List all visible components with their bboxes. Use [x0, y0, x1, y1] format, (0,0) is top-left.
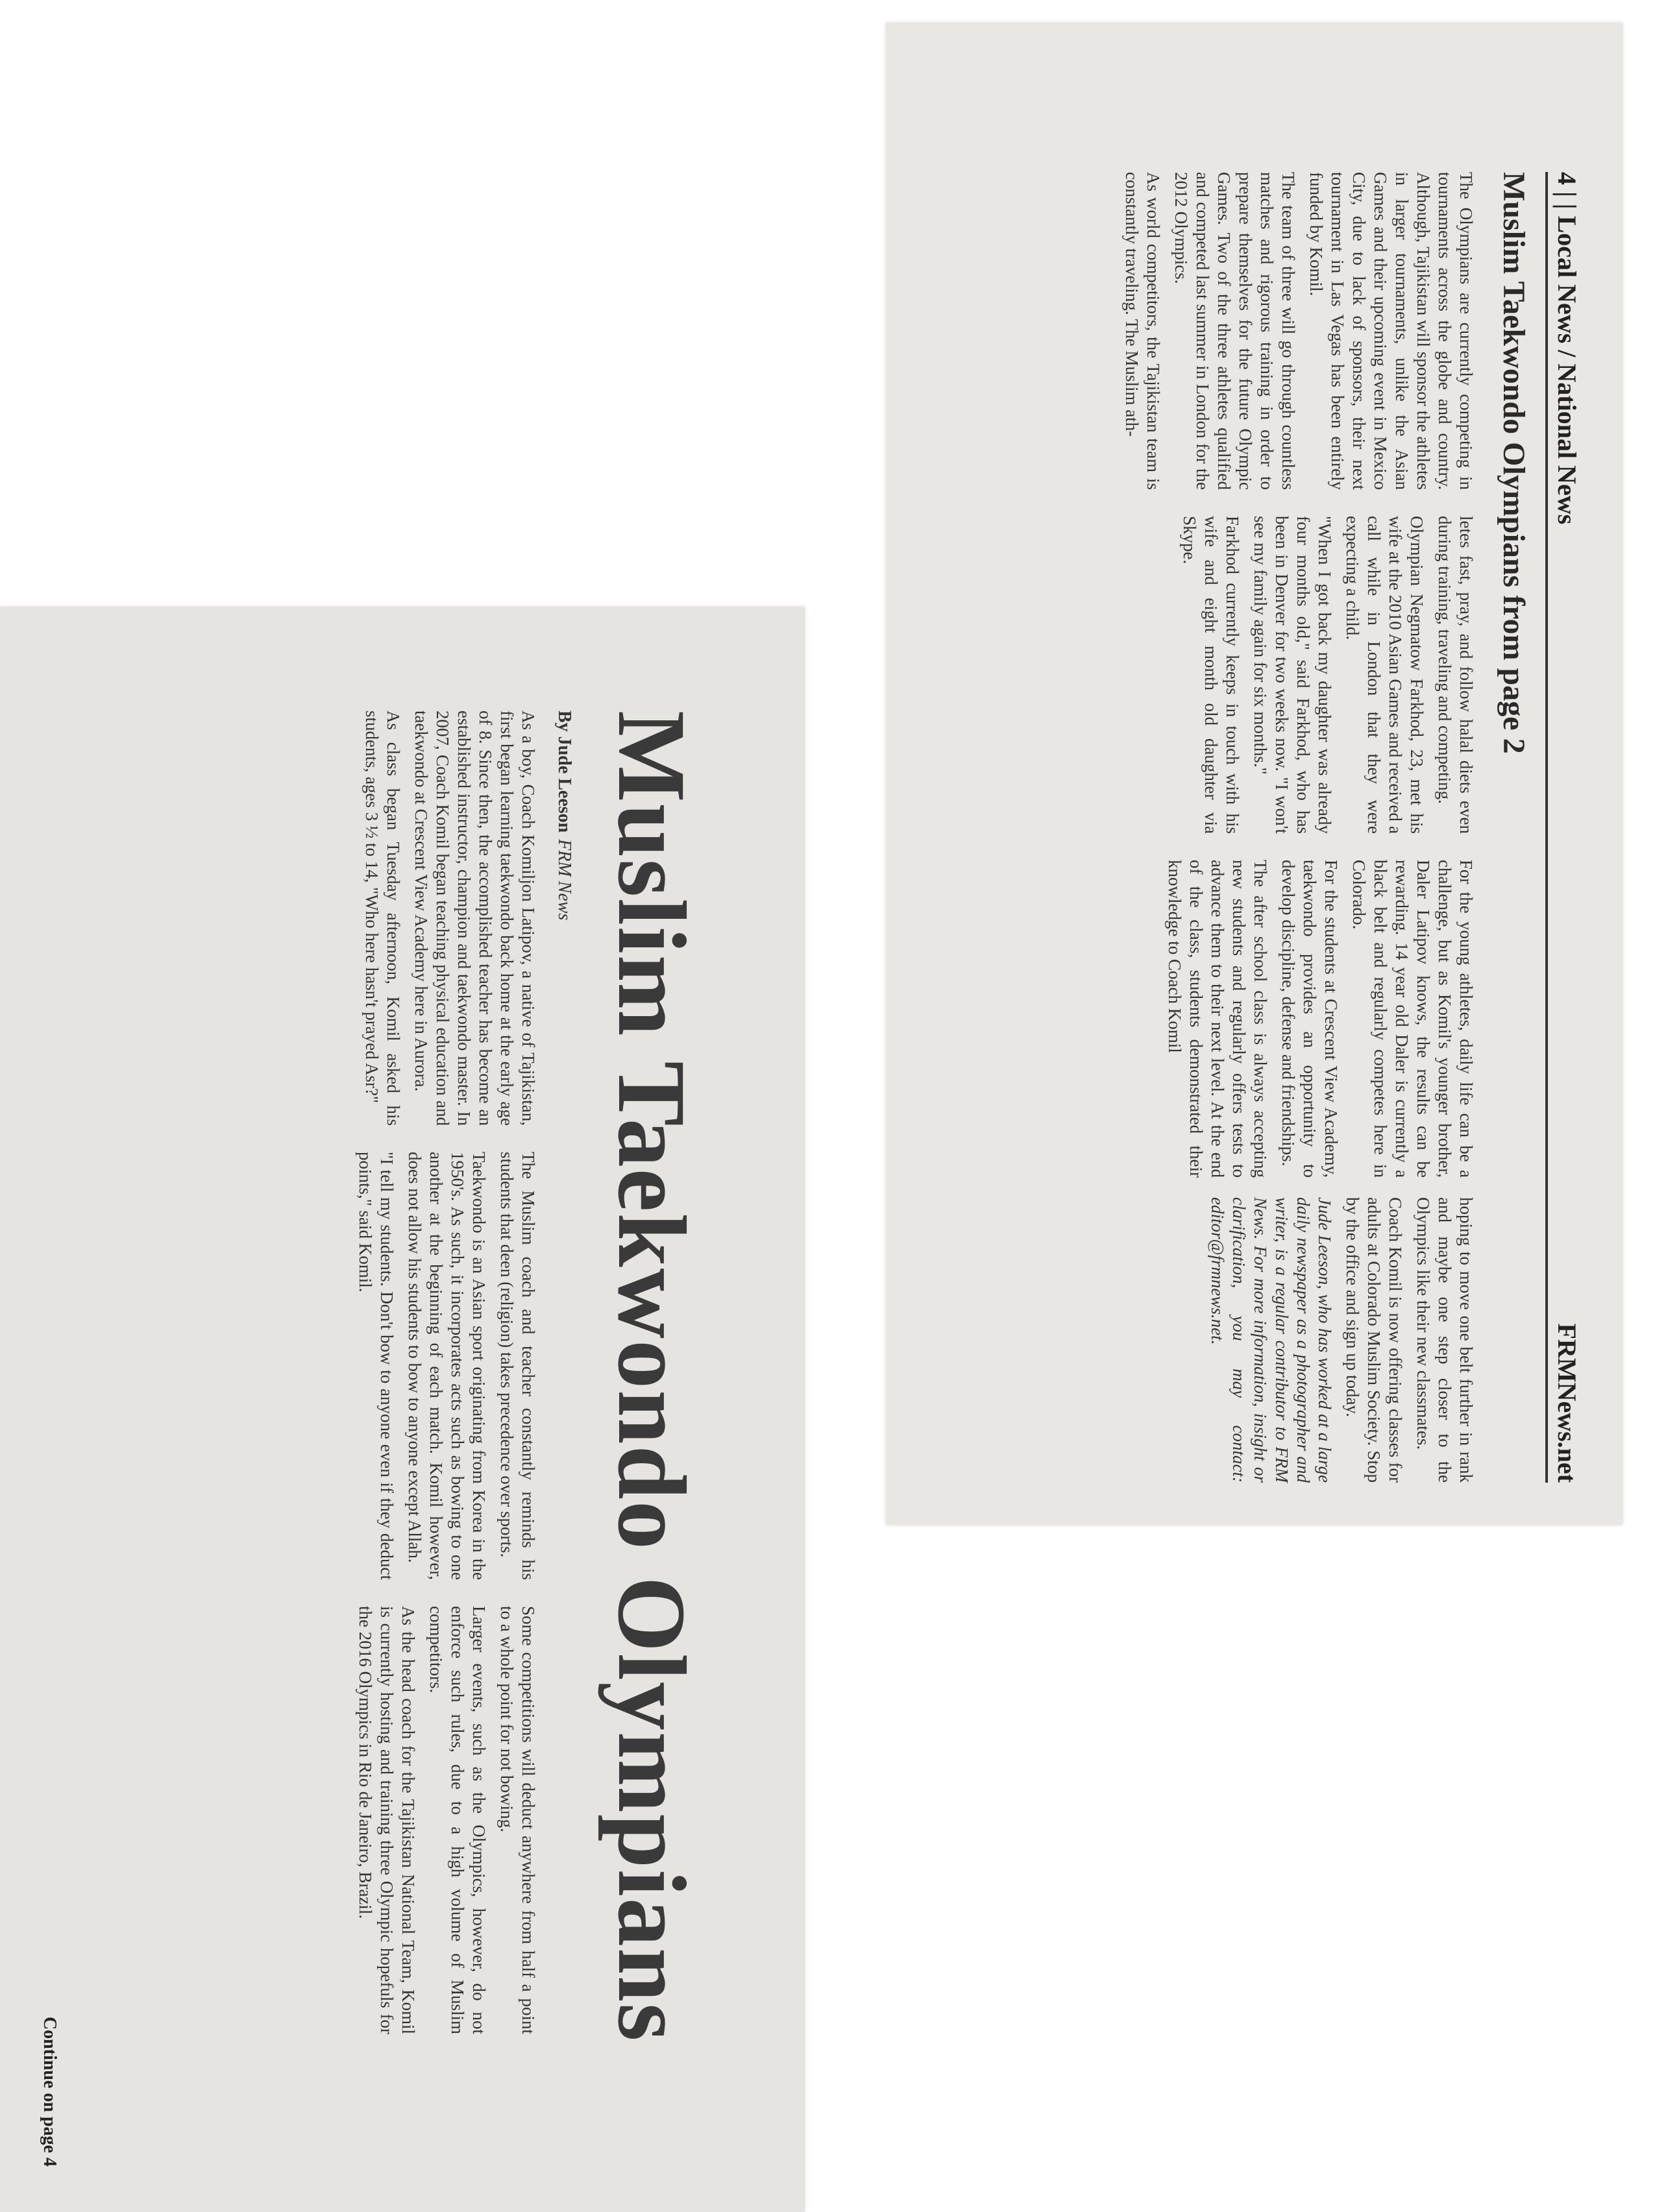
- main-column-1: [354, 711, 539, 1126]
- paragraph: letes fast, pray, and follow halal diets even during training, traveling and competing.: [1435, 516, 1476, 834]
- paragraph: For the young athletes, daily life can be a challenge, but as Komil's younger brother, Daler Latipov knows, the results can be rewarding. 14 year old Daler is currently a black belt and regularly competes here in Colorado.: [1349, 860, 1476, 1178]
- paragraph: As world competitors, the Tajikistan team is constantly traveling. The Muslim ath-: [1122, 172, 1163, 490]
- front-page-clipping: [0, 607, 805, 2212]
- site-label: FRMNews.net: [1552, 1323, 1582, 1483]
- paragraph: Farkhod currently keeps in touch with his wife and eight month old daughter via Skype.: [1180, 516, 1242, 834]
- byline-author: By Jude Leeson: [554, 711, 574, 833]
- paragraph: As a boy, Coach Komiljon Latipov, a native of Tajikistan, first began learning taekwondo back home at the early age of 8. Since then, the accomplished teacher has become an established instructor, champion and taekwondo master. In 2007, Coach Komil began teaching physical education and taekwondo at Crescent View Academy here in Aurora.: [411, 711, 538, 1126]
- paragraph: hoping to move one belt further in rank and maybe one step closer to the Olympics like their new classmates.: [1414, 1197, 1476, 1483]
- main-column-3: [348, 1606, 539, 2034]
- paragraph: As the head coach for the Tajikistan National Team, Komil is currently hosting and training three Olympic hopefuls for the 2016 Olympics in Rio de Janeiro, Brazil.: [356, 1606, 418, 2034]
- main-column-2: [348, 1152, 539, 1580]
- continuation-headline: Muslim Taekwondo Olympians from page 2: [1497, 172, 1531, 754]
- continuation-clipping-content: [886, 23, 1623, 1525]
- paragraph: The team of three will go through countless matches and rigorous training in order to prepare themselves for the future Olympic Games. Two of the three athletes qualified and competed last summer in London for the 2012 Olympics.: [1171, 172, 1298, 490]
- paragraph: Coach Komil is now offering classes for adults at Colorado Muslim Society. Stop by the office and sign up today.: [1343, 1197, 1405, 1483]
- byline-outlet: FRM News: [554, 839, 574, 921]
- paragraph: "I tell my students. Don't bow to anyone even if they deduct points," said Komil.: [356, 1152, 397, 1580]
- article-column-2: [1172, 516, 1477, 834]
- paragraph: As class began Tuesday afternoon, Komil asked his students, ages 3 ½ to 14, "Who here hasn't prayed Asr?": [362, 711, 403, 1126]
- paragraph: The Muslim coach and teacher constantly reminds his students that deen (religion) takes precedence over sports.: [497, 1152, 538, 1580]
- article-column-1: [1114, 172, 1477, 490]
- paragraph: For the students at Crescent View Academy, taekwondo provides an opportunity to develop discipline, defense and friendships.: [1279, 860, 1341, 1178]
- main-headline: Muslim Taekwondo Olympians: [598, 711, 705, 2043]
- author-bio: Jude Leeson, who has worked at a large daily newspaper as a photographer and writer, is a regular contributor to FRM News. For more information, insight or clarification, you may contact: editor@frmnews.net.: [1208, 1197, 1334, 1483]
- paragraph: Some competitions will deduct anywhere from half a point to a whole point for not bowing.: [497, 1606, 538, 2034]
- byline: [554, 711, 574, 920]
- paragraph: The after school class is always accepting new students and regularly offers tests to advance them to their next level. At the end of the class, students demonstrated their knowledge to Coach Komil: [1165, 860, 1270, 1178]
- paragraph: The Olympians are currently competing in tournaments across the globe and country. Although, Tajikistan will sponsor the athletes in larger tournaments, unlike the Asian Games and their upcoming event in Mexico City, due to lack of sponsors, their next tournament in Las Vegas has been entirely funded by Komil.: [1306, 172, 1476, 490]
- paragraph: Larger events, such as the Olympics, however, do not enforce such rules, due to a high volume of Muslim competitors.: [426, 1606, 489, 2034]
- article-column-3: [1157, 860, 1477, 1178]
- page-header: [1545, 172, 1587, 1483]
- paragraph: "When I got back my daughter was already four months old," said Farkhod, who has been in Denver for two weeks now. "I won't see my family again for six months.": [1251, 516, 1334, 834]
- paragraph: Olympian Negmatow Farkhod, 23, met his wife at the 2010 Asian Games and received a call while in London that they were expecting a child.: [1343, 516, 1427, 834]
- paragraph: Taekwondo is an Asian sport originating from Korea in the 1950's. As such, it incorporates acts such as bowing to one another at the beginning of each match. Komil however, does not allow his students to bow to anyone except Allah.: [405, 1152, 489, 1580]
- continuation-clipping: [886, 23, 1623, 1525]
- front-page-clipping-content: [0, 607, 805, 2212]
- section-label: 4 | | Local News / National News: [1552, 172, 1582, 525]
- article-column-4: [1200, 1197, 1477, 1483]
- continue-label: Continue on page 4: [40, 2016, 60, 2167]
